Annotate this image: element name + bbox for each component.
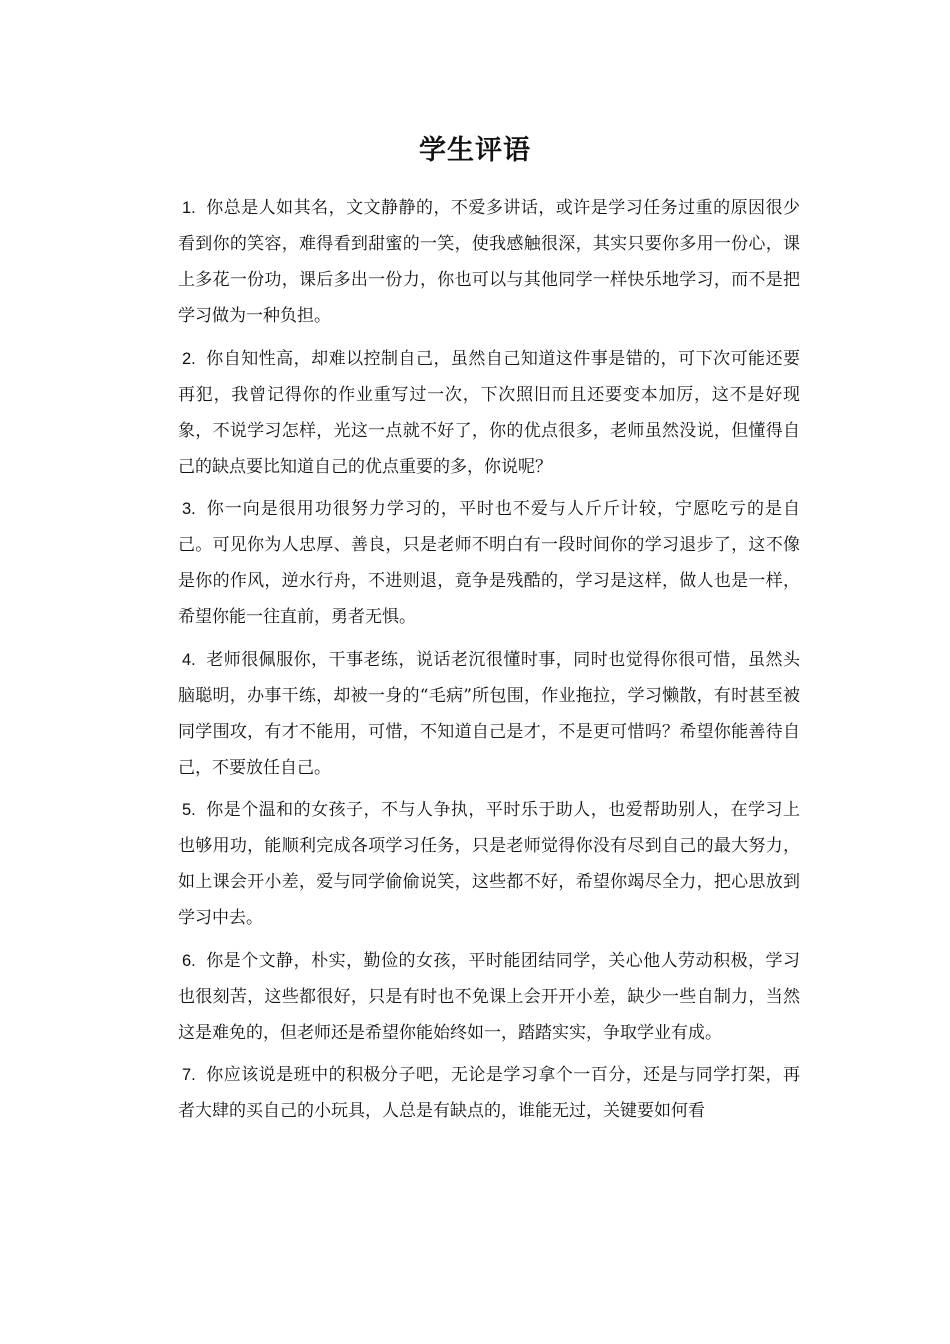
comment-item-7 — [178, 1057, 800, 1129]
comment-item-6 — [178, 943, 800, 1051]
comment-number: 4. — [182, 650, 196, 669]
comment-text: 你自知性高，却难以控制自己，虽然自己知道这件事是错的，可下次可能还要再犯，我曾记得你的作业重写过一次，下次照旧而且还要变本加厉，这不是好现象，不说学习怎样，光这一点就不好了，你的优点很多，老师虽然没说，但懂得自己的缺点要比知道自己的优点重要的多，你说呢？ — [178, 348, 800, 477]
comment-list — [178, 190, 800, 1136]
comment-text: 你是个温和的女孩子，不与人争执，平时乐于助人，也爱帮助别人，在学习上也够用功，能顺利完成各项学习任务，只是老师觉得你没有尽到自己的最大努力，如上课会开小差，爱与同学偷偷说笑，这些都不好，希望你竭尽全力，把心思放到学习中去。 — [178, 800, 800, 928]
comment-text: 你应该说是班中的积极分子吧，无论是学习拿个一百分，还是与同学打架，再者大肆的买自己的小玩具，人总是有缺点的，谁能无过，关键要如何看 — [178, 1065, 800, 1121]
comment-text: 你总是人如其名，文文静静的，不爱多讲话，或许是学习任务过重的原因很少看到你的笑容，难得看到甜蜜的一笑，使我感触很深，其实只要你多用一份心，课上多花一份功，课后多出一份力，你也可以与其他同学一样快乐地学习，而不是把学习做为一种负担。 — [178, 198, 800, 326]
comment-number: 2. — [182, 349, 196, 368]
comment-item-4 — [178, 642, 800, 786]
page-title: 学生评语 — [419, 135, 531, 166]
comment-item-2 — [178, 341, 800, 485]
comment-number: 1. — [182, 199, 196, 217]
comment-number: 3. — [182, 500, 196, 518]
comment-number: 6. — [182, 951, 196, 970]
comment-text: 你是个文静，朴实，勤俭的女孩，平时能团结同学，关心他人劳动积极，学习也很刻苦，这些都很好，只是有时也不免课上会开开小差，缺少一些自制力，当然这是难免的，但老师还是希望你能始终如一，踏踏实实，争取学业有成。 — [178, 950, 800, 1043]
comment-text: 你一向是很用功很努力学习的，平时也不爱与人斤斤计较，宁愿吃亏的是自己。可见你为人忠厚、善良，只是老师不明白有一段时间你的学习退步了，这不像是你的作风，逆水行舟，不进则退，竟争是残酷的，学习是这样，做人也是一样，希望你能一往直前，勇者无惧。 — [178, 499, 800, 627]
comment-item-3 — [178, 491, 800, 635]
comment-item-5 — [178, 792, 800, 936]
comment-number: 5. — [182, 801, 196, 819]
comment-text: 老师很佩服你，干事老练，说话老沉很懂时事，同时也觉得你很可惜，虽然头脑聪明，办事干练，却被一身的“毛病”所包围，作业拖拉，学习懒散，有时甚至被同学围攻，有才不能用，可惜，不知道自己是才，不是更可惜吗？希望你能善待自己，不要放任自己。 — [178, 649, 800, 778]
comment-number: 7. — [182, 1066, 196, 1084]
comment-item-1 — [178, 190, 800, 334]
